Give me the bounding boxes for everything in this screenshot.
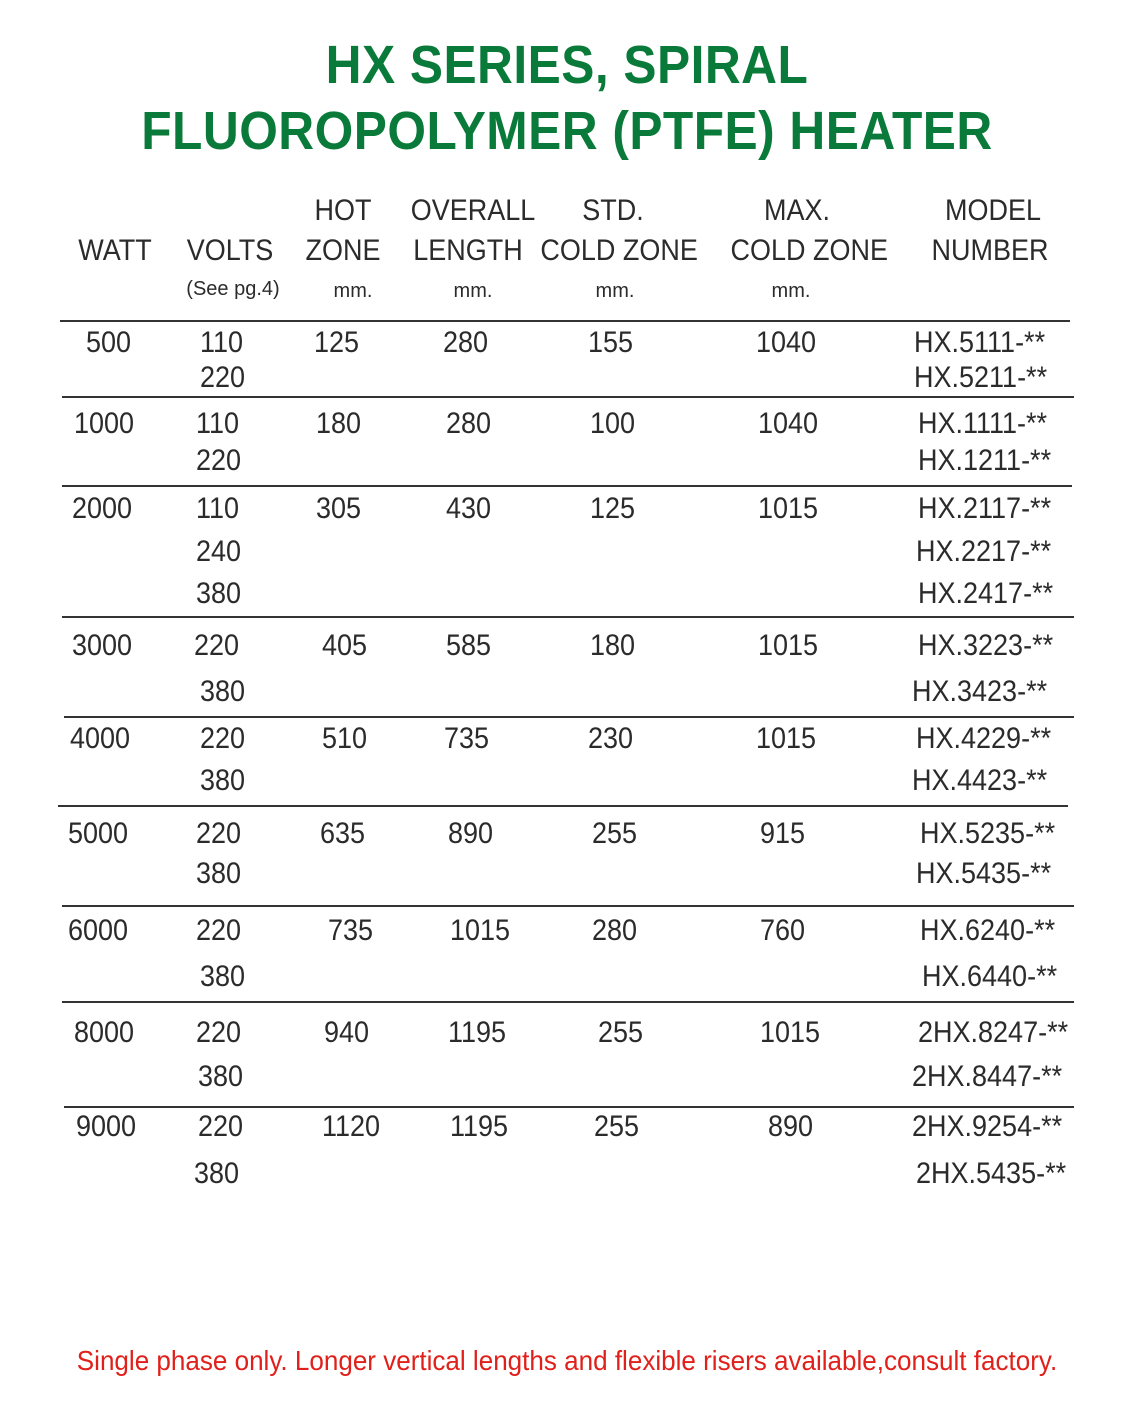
cell-model-number: HX.3423-** bbox=[912, 675, 1048, 708]
cell-max-cold-zone: 890 bbox=[768, 1110, 814, 1143]
header-model-line-2: NUMBER bbox=[931, 234, 1049, 267]
cell-watt: 6000 bbox=[68, 914, 129, 947]
cell-volts: 220 bbox=[200, 722, 246, 755]
header-watt: WATT bbox=[78, 234, 152, 267]
cell-volts: 220 bbox=[196, 914, 242, 947]
cell-hot-zone: 940 bbox=[324, 1016, 370, 1049]
row-divider bbox=[62, 396, 1074, 398]
cell-overall-length: 280 bbox=[443, 326, 489, 359]
cell-std-cold-zone: 230 bbox=[588, 722, 634, 755]
row-divider bbox=[58, 805, 1068, 807]
row-divider bbox=[64, 716, 1074, 718]
cell-volts: 240 bbox=[196, 535, 242, 568]
cell-std-cold-zone: 155 bbox=[588, 326, 634, 359]
cell-std-cold-zone: 280 bbox=[592, 914, 638, 947]
cell-model-number: HX.2217-** bbox=[916, 535, 1052, 568]
cell-hot-zone: 635 bbox=[320, 817, 366, 850]
cell-watt: 3000 bbox=[72, 629, 133, 662]
cell-volts: 220 bbox=[196, 444, 242, 477]
cell-max-cold-zone: 1015 bbox=[756, 722, 817, 755]
cell-hot-zone: 735 bbox=[328, 914, 374, 947]
header-hot-zone-line-1: HOT bbox=[314, 194, 372, 227]
header-max-cold-line-2: COLD ZONE bbox=[730, 234, 889, 267]
cell-overall-length: 1195 bbox=[448, 1016, 507, 1049]
cell-std-cold-zone: 100 bbox=[590, 407, 636, 440]
cell-model-number: HX.5111-** bbox=[914, 326, 1046, 359]
cell-hot-zone: 125 bbox=[314, 326, 360, 359]
cell-overall-length: 735 bbox=[444, 722, 490, 755]
page-title-line-2: FLUOROPOLYMER (PTFE) HEATER bbox=[141, 101, 993, 161]
cell-model-number: HX.6240-** bbox=[920, 914, 1056, 947]
cell-volts: 220 bbox=[194, 629, 240, 662]
cell-overall-length: 890 bbox=[448, 817, 494, 850]
cell-max-cold-zone: 1040 bbox=[758, 407, 819, 440]
cell-overall-length: 1195 bbox=[450, 1110, 509, 1143]
header-max-cold-unit: mm. bbox=[771, 280, 811, 302]
cell-model-number: HX.4423-** bbox=[912, 764, 1048, 797]
cell-max-cold-zone: 915 bbox=[760, 817, 806, 850]
row-divider bbox=[62, 616, 1074, 618]
cell-volts: 220 bbox=[196, 817, 242, 850]
cell-hot-zone: 180 bbox=[316, 407, 362, 440]
cell-volts: 380 bbox=[198, 1060, 244, 1093]
cell-model-number: HX.2417-** bbox=[918, 577, 1054, 610]
cell-volts: 110 bbox=[196, 492, 240, 525]
row-divider bbox=[64, 1106, 1074, 1108]
header-hot-zone-unit: mm. bbox=[333, 280, 373, 302]
cell-volts: 380 bbox=[200, 764, 246, 797]
cell-model-number: HX.4229-** bbox=[916, 722, 1052, 755]
cell-model-number: HX.5211-** bbox=[914, 361, 1048, 394]
cell-hot-zone: 305 bbox=[316, 492, 362, 525]
cell-overall-length: 430 bbox=[446, 492, 492, 525]
cell-std-cold-zone: 255 bbox=[598, 1016, 644, 1049]
cell-max-cold-zone: 1015 bbox=[758, 492, 819, 525]
cell-volts: 380 bbox=[200, 960, 246, 993]
cell-overall-length: 280 bbox=[446, 407, 492, 440]
header-model-line-1: MODEL bbox=[944, 194, 1042, 227]
cell-model-number: 2HX.8247-** bbox=[918, 1016, 1069, 1049]
page-title-line-1: HX SERIES, SPIRAL bbox=[325, 35, 809, 95]
cell-hot-zone: 510 bbox=[322, 722, 368, 755]
cell-watt: 5000 bbox=[68, 817, 129, 850]
cell-model-number: HX.5435-** bbox=[916, 857, 1052, 890]
cell-volts: 380 bbox=[196, 577, 242, 610]
cell-max-cold-zone: 1015 bbox=[760, 1016, 821, 1049]
cell-overall-length: 1015 bbox=[450, 914, 511, 947]
cell-std-cold-zone: 180 bbox=[590, 629, 636, 662]
cell-model-number: HX.1211-** bbox=[918, 444, 1052, 477]
row-divider bbox=[62, 1001, 1074, 1003]
cell-watt: 4000 bbox=[70, 722, 131, 755]
cell-watt: 500 bbox=[86, 326, 132, 359]
cell-watt: 2000 bbox=[72, 492, 133, 525]
cell-std-cold-zone: 255 bbox=[594, 1110, 640, 1143]
row-divider bbox=[60, 320, 1070, 322]
cell-max-cold-zone: 1015 bbox=[758, 629, 819, 662]
footnote: Single phase only. Longer vertical lengths and flexible risers available,consult factory. bbox=[76, 1345, 1058, 1376]
row-divider bbox=[62, 485, 1072, 487]
cell-volts: 380 bbox=[196, 857, 242, 890]
cell-model-number: HX.2117-** bbox=[918, 492, 1052, 525]
cell-model-number: 2HX.9254-** bbox=[912, 1110, 1063, 1143]
cell-volts: 220 bbox=[200, 361, 246, 394]
header-overall-unit: mm. bbox=[453, 280, 493, 302]
cell-volts: 110 bbox=[196, 407, 240, 440]
header-overall-line-1: OVERALL bbox=[410, 194, 536, 227]
cell-watt: 9000 bbox=[76, 1110, 137, 1143]
cell-volts: 220 bbox=[196, 1016, 242, 1049]
cell-model-number: HX.3223-** bbox=[918, 629, 1054, 662]
cell-model-number: HX.1111-** bbox=[918, 407, 1048, 440]
header-std-cold-line-2: COLD ZONE bbox=[540, 234, 698, 267]
cell-model-number: 2HX.5435-** bbox=[916, 1157, 1067, 1190]
cell-overall-length: 585 bbox=[446, 629, 492, 662]
cell-model-number: HX.6440-** bbox=[922, 960, 1058, 993]
cell-max-cold-zone: 760 bbox=[760, 914, 806, 947]
cell-watt: 8000 bbox=[74, 1016, 135, 1049]
cell-hot-zone: 1120 bbox=[322, 1110, 381, 1143]
cell-model-number: HX.5235-** bbox=[920, 817, 1056, 850]
header-volts-note: (See pg.4) bbox=[186, 278, 280, 300]
cell-watt: 1000 bbox=[74, 407, 135, 440]
cell-std-cold-zone: 125 bbox=[590, 492, 636, 525]
row-divider bbox=[62, 905, 1074, 907]
header-max-cold-line-1: MAX. bbox=[763, 194, 831, 227]
header-std-cold-unit: mm. bbox=[595, 280, 635, 302]
cell-max-cold-zone: 1040 bbox=[756, 326, 817, 359]
cell-volts: 110 bbox=[200, 326, 244, 359]
cell-volts: 380 bbox=[200, 675, 246, 708]
cell-volts: 220 bbox=[198, 1110, 244, 1143]
cell-model-number: 2HX.8447-** bbox=[912, 1060, 1063, 1093]
cell-hot-zone: 405 bbox=[322, 629, 368, 662]
cell-volts: 380 bbox=[194, 1157, 240, 1190]
header-std-cold-line-1: STD. bbox=[582, 194, 644, 227]
header-hot-zone-line-2: ZONE bbox=[305, 234, 381, 267]
header-overall-line-2: LENGTH bbox=[413, 234, 523, 267]
header-volts: VOLTS bbox=[186, 234, 274, 267]
cell-std-cold-zone: 255 bbox=[592, 817, 638, 850]
